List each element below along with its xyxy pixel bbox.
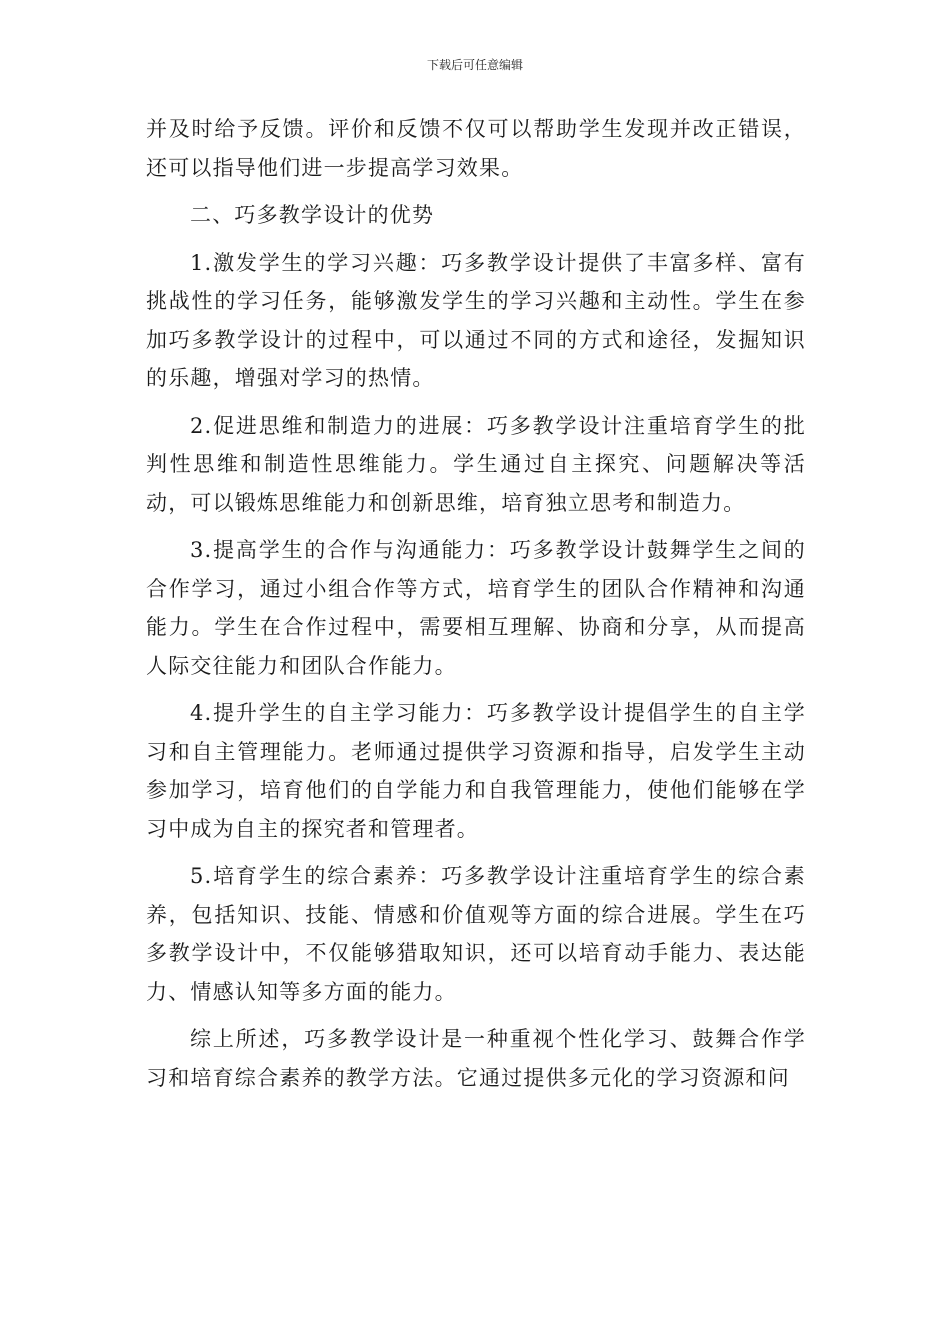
- paragraph-summary: 综上所述，巧多教学设计是一种重视个性化学习、鼓舞合作学习和培育综合素养的教学方法。它通过提供多元化的学习资源和问: [146, 1027, 806, 1090]
- document-body: [146, 110, 806, 1106]
- paragraph-item-4: 4.提升学生的自主学习能力：巧多教学设计提倡学生的自主学习和自主管理能力。老师通过提供学习资源和指导，启发学生主动参加学习，培育他们的自学能力和自我管理能力，使他们能够在学习中成为自主的探究者和管理者。: [146, 701, 806, 841]
- paragraph-item-1: 1.激发学生的学习兴趣：巧多教学设计提供了丰富多样、富有挑战性的学习任务，能够激发学生的学习兴趣和主动性。学生在参加巧多教学设计的过程中，可以通过不同的方式和途径，发掘知识的乐趣，增强对学习的热情。: [146, 250, 806, 390]
- paragraph-item-3: 3.提高学生的合作与沟通能力：巧多教学设计鼓舞学生之间的合作学习，通过小组合作等方式，培育学生的团队合作精神和沟通能力。学生在合作过程中，需要相互理解、协商和分享，从而提高人际交往能力和团队合作能力。: [146, 538, 806, 678]
- paragraph-continuation: 并及时给予反馈。评价和反馈不仅可以帮助学生发现并改正错误，还可以指导他们进一步提高学习效果。: [146, 117, 806, 180]
- page-header-watermark: 下载后可任意编辑: [426, 58, 523, 72]
- section-heading: 二、巧多教学设计的优势: [190, 203, 435, 227]
- paragraph-item-5: 5.培育学生的综合素养：巧多教学设计注重培育学生的综合素养，包括知识、技能、情感和价值观等方面的综合进展。学生在巧多教学设计中，不仅能够猎取知识，还可以培育动手能力、表达能力、情感认知等多方面的能力。: [146, 864, 806, 1004]
- paragraph-item-2: 2.促进思维和制造力的进展：巧多教学设计注重培育学生的批判性思维和制造性思维能力。学生通过自主探究、问题解决等活动，可以锻炼思维能力和创新思维，培育独立思考和制造力。: [146, 413, 806, 515]
